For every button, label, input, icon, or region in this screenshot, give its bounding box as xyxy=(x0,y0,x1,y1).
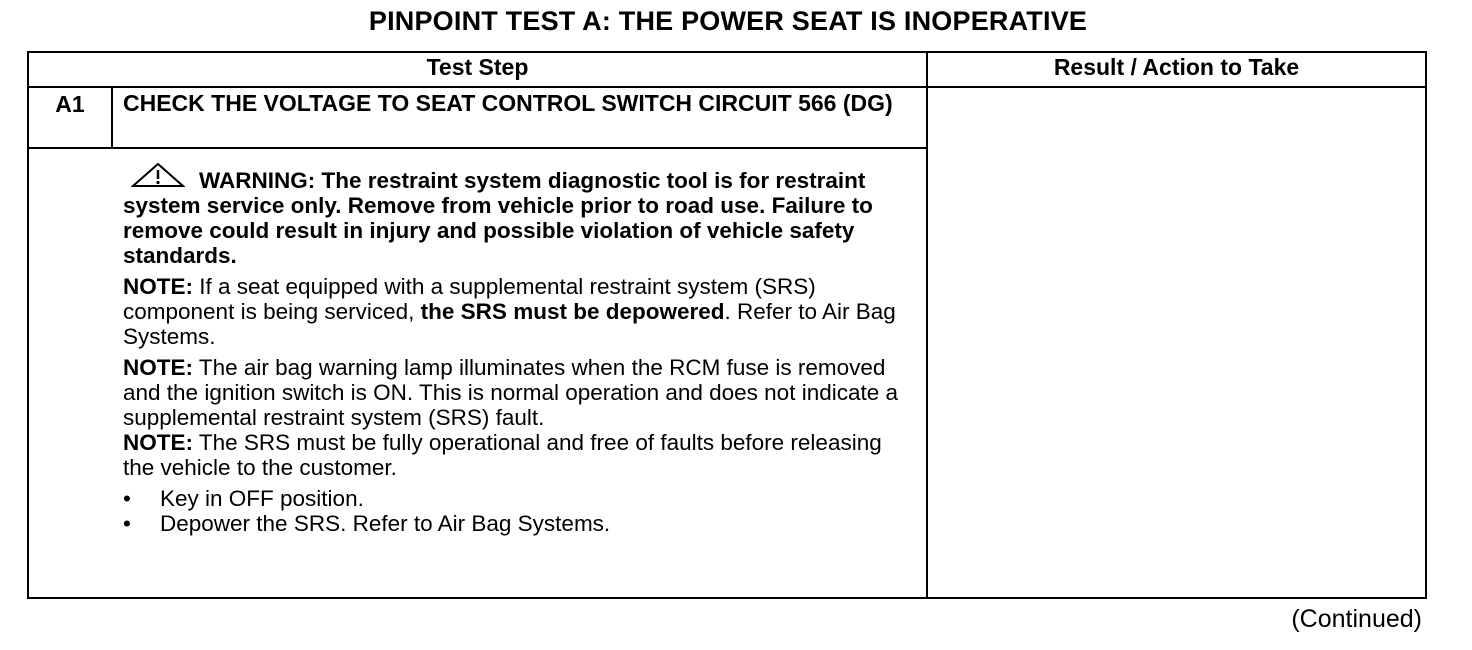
list-item xyxy=(123,511,913,536)
note-label: NOTE: xyxy=(123,430,193,455)
warning-block xyxy=(123,162,913,268)
page-title: PINPOINT TEST A: THE POWER SEAT IS INOPERATIVE xyxy=(368,6,1088,36)
note-tail: . Refer to Air Bag Systems. xyxy=(123,299,896,349)
note-2 xyxy=(123,355,913,430)
note-label: NOTE: xyxy=(123,355,193,380)
header-result-action: Result / Action to Take xyxy=(1053,54,1300,80)
header-divider xyxy=(27,86,1427,88)
step-id-divider xyxy=(111,86,113,148)
warning-triangle-icon xyxy=(131,162,185,190)
note-label: NOTE: xyxy=(123,274,193,299)
bullet-icon: • xyxy=(123,486,131,511)
step-bullet-list xyxy=(123,486,913,536)
note-text: The air bag warning lamp illuminates when the RCM fuse is removed and the ignition switch is ON. This is normal operation and does not indicate a supplemental restraint system (SRS) fault. xyxy=(123,355,899,430)
list-item-text: Depower the SRS. Refer to Air Bag Systems. xyxy=(160,511,611,536)
note-1 xyxy=(123,274,913,349)
note-text: If a seat equipped with a supplemental restraint system (SRS) component is being serviced, xyxy=(123,274,816,324)
list-item xyxy=(123,486,913,511)
step-title: CHECK THE VOLTAGE TO SEAT CONTROL SWITCH CIRCUIT 566 (DG) xyxy=(123,90,893,116)
warning-text: WARNING: The restraint system diagnostic tool is for restraint system service only. Remove from vehicle prior to road use. Failure to remove could result in injury and possible violation of vehicle safety standards. xyxy=(123,168,873,268)
step-id: A1 xyxy=(55,91,85,117)
note-3 xyxy=(123,430,913,480)
column-divider xyxy=(926,51,928,599)
continued-label: (Continued) xyxy=(1291,605,1422,633)
note-text: The SRS must be fully operational and free of faults before releasing the vehicle to the customer. xyxy=(123,430,882,480)
bullet-icon: • xyxy=(123,511,131,536)
note-emphasis: the SRS must be depowered xyxy=(420,299,725,324)
step-title-divider xyxy=(27,147,927,149)
list-item-text: Key in OFF position. xyxy=(160,486,364,511)
header-test-step: Test Step xyxy=(426,54,529,80)
step-body xyxy=(123,162,913,536)
